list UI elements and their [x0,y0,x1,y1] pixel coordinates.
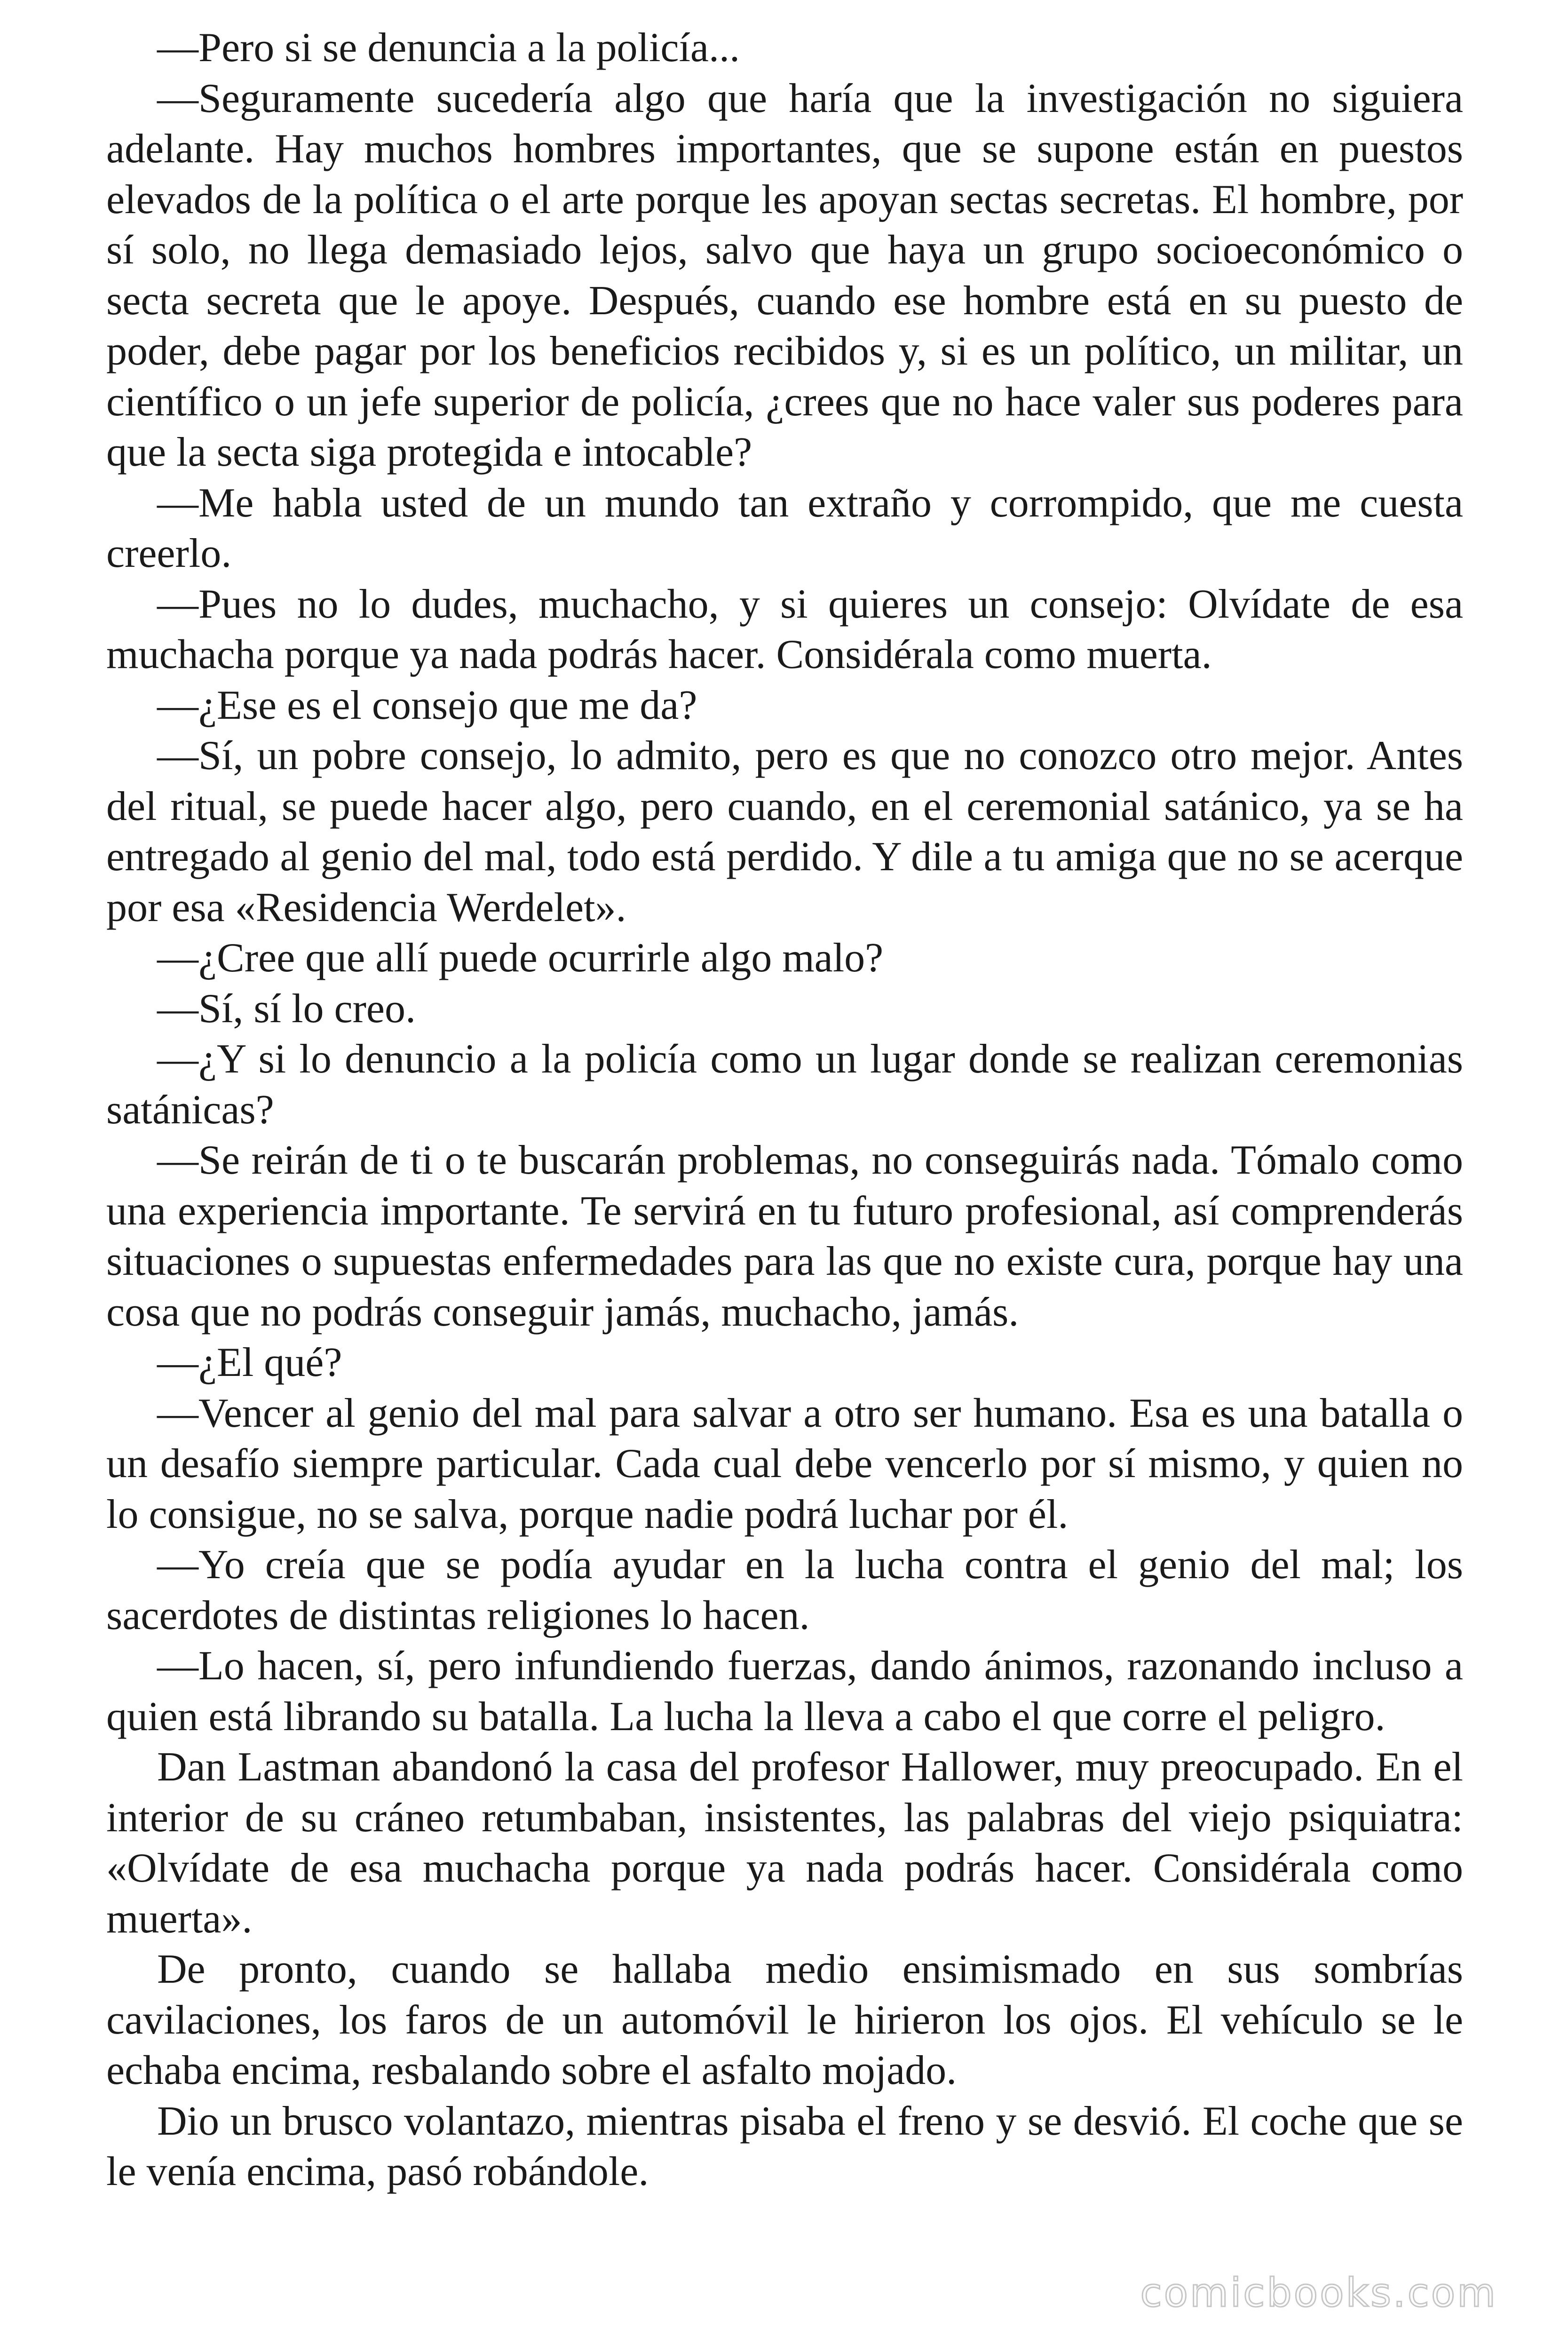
paragraph: —¿Cree que allí puede ocurrirle algo malo? [157,935,884,981]
paragraph: Dio un brusco volantazo, mientras pisaba el freno y se desvió. El coche que se le venía encima, pasó robándole. [106,2098,1463,2194]
paragraph: Dan Lastman abandonó la casa del profesor Hallower, muy preocupado. En el interior de su cráneo retumbaban, insistentes, las palabras del viejo psiquiatra: «Olvídate de esa muchacha porque ya nada podrás hacer. Considérala como muerta». [106,1744,1463,1942]
paragraph: —Vencer al genio del mal para salvar a otro ser humano. Esa es una batalla o un desafío siempre particular. Cada cual debe vencerlo por sí mismo, y quien no lo consigue, no se salva, porque nadie podrá luchar por él. [106,1390,1463,1537]
paragraph: —¿Y si lo denuncio a la policía como un lugar donde se realizan ceremonias satánicas? [106,1036,1463,1133]
paragraph: —¿El qué? [157,1340,342,1385]
paragraph: —Sí, un pobre consejo, lo admito, pero es que no conozco otro mejor. Antes del ritual, se puede hacer algo, pero cuando, en el ceremonial satánico, ya se ha entregado al genio del mal, todo está perdido. Y dile a tu amiga que no se acerque por esa «Residencia Werdelet». [106,733,1463,930]
paragraph: —Lo hacen, sí, pero infundiendo fuerzas, dando ánimos, razonando incluso a quien está librando su batalla. La lucha la lleva a cabo el que corre el peligro. [106,1643,1463,1740]
paragraph: —Pues no lo dudes, muchacho, y si quieres un consejo: Olvídate de esa muchacha porque ya nada podrás hacer. Considérala como muerta. [106,581,1463,677]
paragraph: —Se reirán de ti o te buscarán problemas, no conseguirás nada. Tómalo como una experiencia importante. Te servirá en tu futuro profesional, así comprenderás situaciones o supuestas enfermedades para las que no existe cura, porque hay una cosa que no podrás conseguir jamás, muchacho, jamás. [106,1137,1463,1335]
page-text-body [106,23,1463,2197]
paragraph: —Seguramente sucedería algo que haría que la investigación no siguiera adelante. Hay muchos hombres importantes, que se supone están en puestos elevados de la política o el arte porque les apoyan sectas secretas. El hombre, por sí solo, no llega demasiado lejos, salvo que haya un grupo socioeconómico o secta secreta que le apoye. Después, cuando ese hombre está en su puesto de poder, debe pagar por los beneficios recibidos y, si es un político, un militar, un científico o un jefe superior de policía, ¿crees que no hace valer sus poderes para que la secta siga protegida e intocable? [106,75,1463,475]
paragraph: —Pero si se denuncia a la policía... [157,25,740,71]
watermark: comicbooks.com [1140,2270,1497,2316]
paragraph: —Me habla usted de un mundo tan extraño y corrompido, que me cuesta creerlo. [106,480,1463,576]
paragraph: De pronto, cuando se hallaba medio ensimismado en sus sombrías cavilaciones, los faros de un automóvil le hirieron los ojos. El vehículo se le echaba encima, resbalando sobre el asfalto mojado. [106,1947,1463,2093]
paragraph: —Yo creía que se podía ayudar en la lucha contra el genio del mal; los sacerdotes de distintas religiones lo hacen. [106,1542,1463,1638]
paragraph: —¿Ese es el consejo que me da? [157,682,697,728]
paragraph: —Sí, sí lo creo. [157,985,416,1032]
